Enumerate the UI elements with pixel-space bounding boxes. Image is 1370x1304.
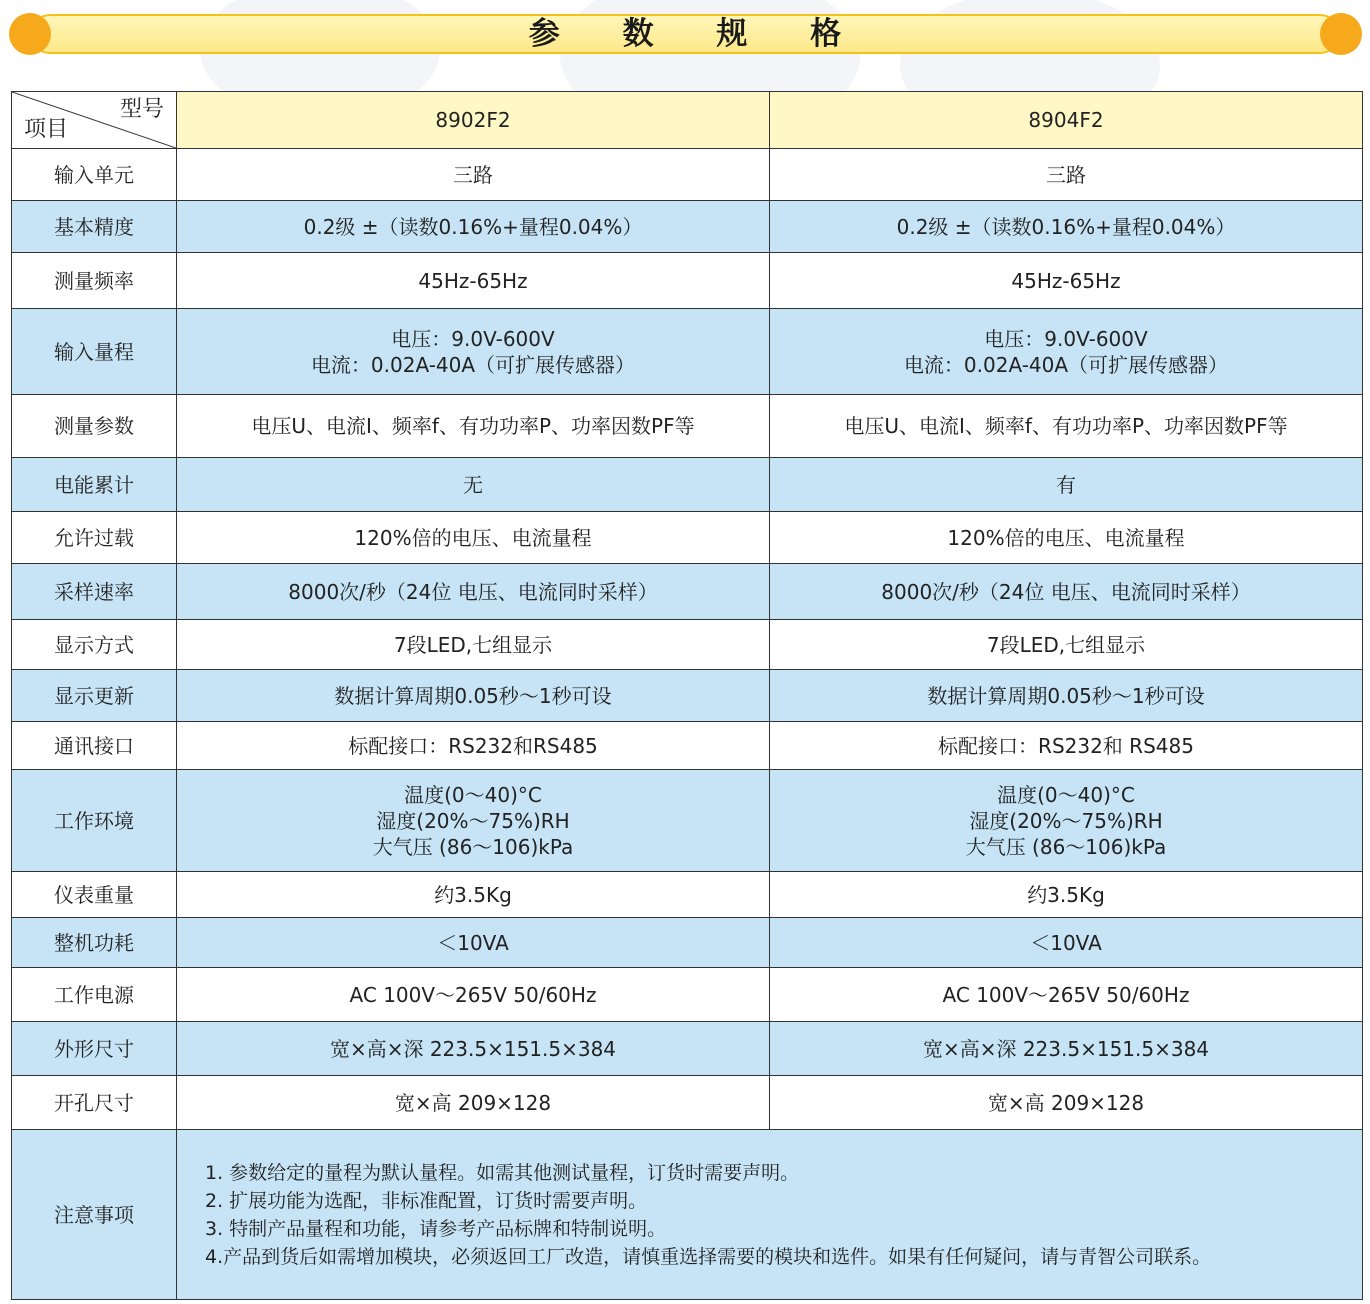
spec-value-cell [770,512,1363,564]
spec-value-line: 7段LED,七组显示 [393,632,553,657]
row-label: 显示更新 [12,670,177,722]
spec-table-body [12,92,1363,1300]
spec-value-cell [177,968,770,1022]
row-label: 基本精度 [12,201,177,253]
row-label: 显示方式 [12,620,177,670]
spec-value-line: 120%倍的电压、电流量程 [947,525,1185,550]
spec-value-line: 电流：0.02A-40A（可扩展传感器） [310,352,636,377]
notes-content [177,1130,1363,1300]
row-label: 采样速率 [12,564,177,620]
spec-value-line: 约3.5Kg [1027,882,1105,907]
spec-value-line: 宽×高×深 223.5×151.5×384 [922,1036,1210,1061]
spec-value-cell [177,512,770,564]
row-label: 允许过载 [12,512,177,564]
spec-value-line: 无 [463,472,483,497]
spec-value-cell [770,458,1363,512]
spec-value-line: AC 100V～265V 50/60Hz [942,982,1190,1007]
table-row [12,1022,1363,1076]
spec-value-line: 三路 [1046,162,1086,187]
note-line: 3. 特制产品量程和功能，请参考产品标牌和特制说明。 [205,1217,667,1240]
table-row [12,201,1363,253]
spec-value-line: 宽×高×深 223.5×151.5×384 [329,1036,617,1061]
spec-value-line: 8000次/秒（24位 电压、电流同时采样） [288,579,658,604]
spec-value-cell [770,1022,1363,1076]
spec-value-cell [770,395,1363,458]
spec-value-cell [770,872,1363,918]
spec-value-cell [177,918,770,968]
spec-value-line: 0.2级 ±（读数0.16%+量程0.04%） [303,214,643,239]
row-label: 仪表重量 [12,872,177,918]
spec-value-cell [177,458,770,512]
spec-value-line: 电压U、电流I、频率f、有功功率P、功率因数PF等 [844,414,1288,438]
spec-value-line: 标配接口：RS232和RS485 [348,733,598,758]
spec-value-line: 大气压 (86～106)kPa [372,834,574,859]
table-row [12,458,1363,512]
spec-value-cell [177,564,770,620]
table-row [12,149,1363,201]
spec-value-line: 有 [1056,472,1076,497]
row-label: 输入量程 [12,309,177,395]
notes-label: 注意事项 [12,1130,177,1300]
spec-value-line: 湿度(20%～75%)RH [969,808,1163,833]
table-header-row [12,92,1363,149]
table-row [12,309,1363,395]
row-label: 测量参数 [12,395,177,458]
spec-value-cell [177,253,770,309]
spec-value-line: AC 100V～265V 50/60Hz [349,982,597,1007]
row-label: 电能累计 [12,458,177,512]
row-label: 工作电源 [12,968,177,1022]
page-title: 参 数 规 格 [528,16,868,52]
spec-table [11,91,1363,1300]
spec-value-cell [177,620,770,670]
table-row [12,395,1363,458]
spec-value-line: 约3.5Kg [434,882,512,907]
spec-value-cell [770,309,1363,395]
spec-value-cell [770,201,1363,253]
spec-value-cell [770,1076,1363,1130]
spec-value-line: 电流：0.02A-40A（可扩展传感器） [903,352,1229,377]
model-header: 8902F2 [177,92,770,149]
row-label: 外形尺寸 [12,1022,177,1076]
spec-value-line: 大气压 (86～106)kPa [965,834,1167,859]
spec-value-cell [770,564,1363,620]
spec-value-cell [770,722,1363,770]
spec-value-line: 标配接口：RS232和 RS485 [938,733,1194,758]
table-row [12,722,1363,770]
spec-value-line: 数据计算周期0.05秒～1秒可设 [927,683,1205,708]
note-line: 1. 参数给定的量程为默认量程。如需其他测试量程，订货时需要声明。 [205,1161,800,1184]
spec-value-cell [177,395,770,458]
spec-value-cell [177,670,770,722]
row-label: 整机功耗 [12,918,177,968]
row-label: 开孔尺寸 [12,1076,177,1130]
table-row [12,564,1363,620]
table-row [12,253,1363,309]
model-header: 8904F2 [770,92,1363,149]
spec-value-line: 宽×高 209×128 [394,1090,552,1115]
spec-value-cell [177,149,770,201]
spec-value-line: 电压：9.0V-600V [391,326,555,351]
table-row [12,968,1363,1022]
notes-row [12,1130,1363,1300]
table-row [12,872,1363,918]
note-line: 2. 扩展功能为选配，非标准配置，订货时需要声明。 [205,1189,648,1212]
note-line: 4.产品到货后如需增加模块，必须返回工厂改造，请慎重选择需要的模块和选件。如果有任何疑问，请与青智公司联系。 [205,1245,1212,1268]
corner-item-label: 项目 [24,117,69,142]
spec-value-line: 120%倍的电压、电流量程 [354,525,592,550]
row-label: 通讯接口 [12,722,177,770]
spec-value-line: 电压：9.0V-600V [984,326,1148,351]
row-label: 输入单元 [12,149,177,201]
table-row [12,1076,1363,1130]
spec-value-cell [177,1076,770,1130]
spec-value-line: 45Hz-65Hz [418,268,528,293]
spec-value-line: 电压U、电流I、频率f、有功功率P、功率因数PF等 [251,414,695,438]
spec-value-line: 45Hz-65Hz [1011,268,1121,293]
spec-value-line: 温度(0～40)°C [997,782,1135,807]
table-row [12,620,1363,670]
spec-value-line: 宽×高 209×128 [987,1090,1145,1115]
spec-value-cell [770,620,1363,670]
corner-cell [12,92,177,149]
spec-value-cell [177,201,770,253]
spec-value-cell [770,770,1363,872]
table-row [12,512,1363,564]
spec-value-line: ＜10VA [437,930,509,955]
table-row [12,770,1363,872]
spec-value-cell [177,309,770,395]
spec-value-line: 0.2级 ±（读数0.16%+量程0.04%） [896,214,1236,239]
spec-value-line: 湿度(20%～75%)RH [376,808,570,833]
spec-value-cell [177,872,770,918]
spec-value-cell [177,1022,770,1076]
row-label: 工作环境 [12,770,177,872]
spec-value-line: 数据计算周期0.05秒～1秒可设 [334,683,612,708]
spec-value-cell [770,918,1363,968]
table-row [12,918,1363,968]
spec-value-line: ＜10VA [1030,930,1102,955]
spec-value-line: 7段LED,七组显示 [986,632,1146,657]
corner-model-label: 型号 [119,97,164,122]
spec-value-cell [770,253,1363,309]
spec-value-cell [177,722,770,770]
spec-value-cell [770,670,1363,722]
spec-value-line: 温度(0～40)°C [404,782,542,807]
spec-value-cell [770,149,1363,201]
row-label: 测量频率 [12,253,177,309]
table-row [12,670,1363,722]
spec-value-line: 8000次/秒（24位 电压、电流同时采样） [881,579,1251,604]
spec-value-line: 三路 [453,162,493,187]
spec-value-cell [770,968,1363,1022]
spec-value-cell [177,770,770,872]
